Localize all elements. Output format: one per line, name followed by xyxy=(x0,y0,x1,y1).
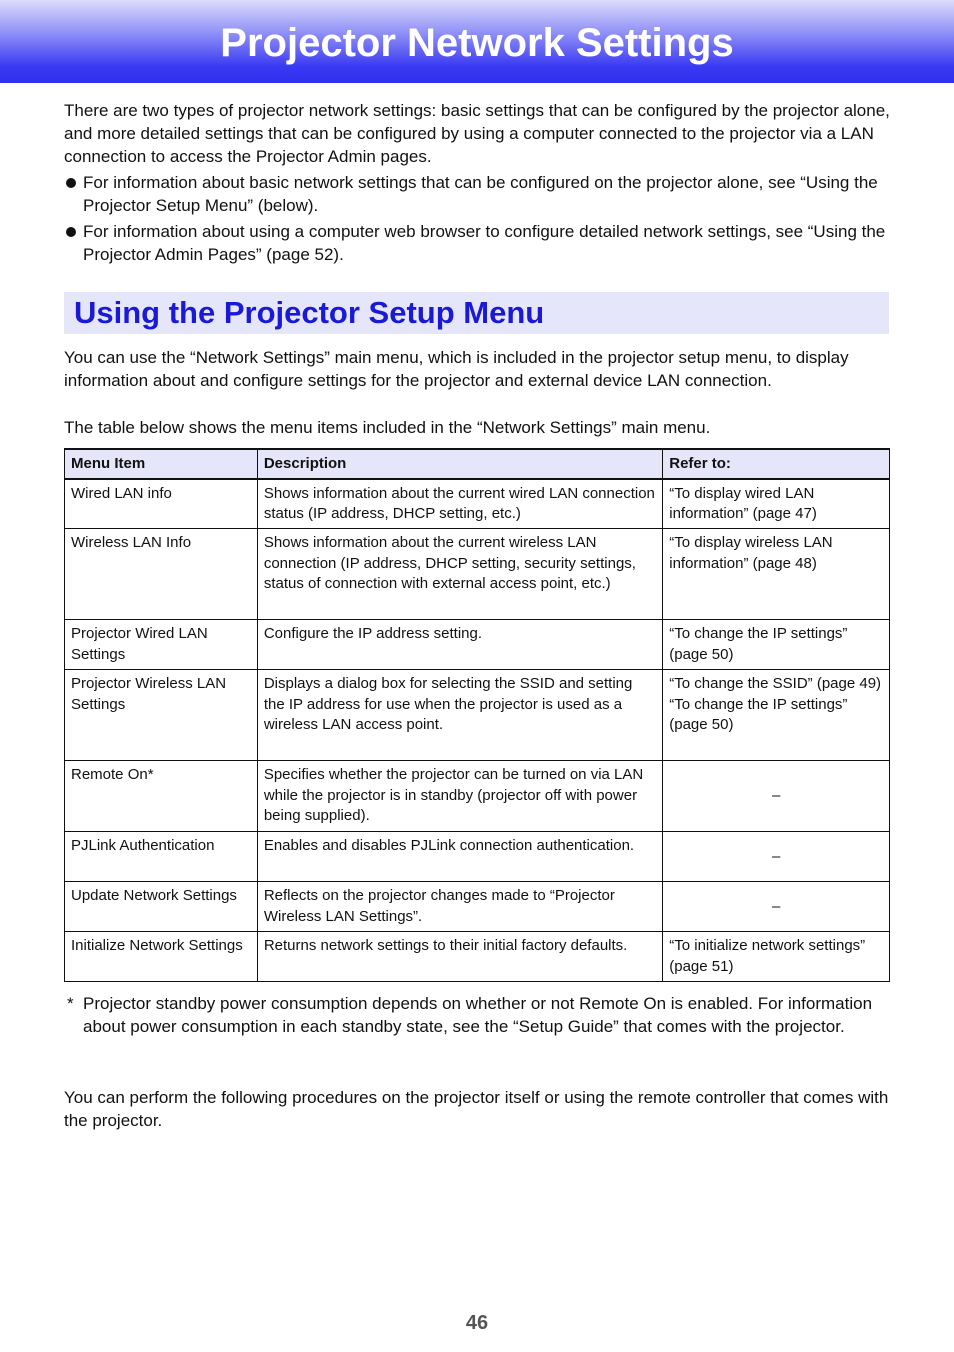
refer-to-cell: “To change the IP settings” (page 50) xyxy=(663,620,890,670)
refer-to-cell: – xyxy=(663,882,890,932)
table-row xyxy=(65,932,890,982)
refer-to-cell: “To display wireless LAN information” (page 48) xyxy=(663,529,890,620)
refer-to-cell: – xyxy=(663,761,890,832)
footnote-text: Projector standby power consumption depends on whether or not Remote On is enabled. For information about power consumption in each standby state, see the “Setup Guide” that comes with the projector. xyxy=(83,994,873,1036)
network-settings-table xyxy=(64,448,890,982)
menu-item-cell: Wireless LAN Info xyxy=(65,529,258,620)
table-intro-paragraph: The table below shows the menu items included in the “Network Settings” main menu. xyxy=(64,418,711,437)
table-row xyxy=(65,529,890,620)
section-paragraph: You can use the “Network Settings” main menu, which is included in the projector setup menu, to display information about and configure settings for the projector and external device LAN connection. xyxy=(64,348,849,390)
menu-item-cell: Remote On* xyxy=(65,761,258,832)
refer-to-cell: “To initialize network settings” (page 51) xyxy=(663,932,890,982)
description-cell: Shows information about the current wired LAN connection status (IP address, DHCP setting, etc.) xyxy=(257,479,662,529)
table-row xyxy=(65,479,890,529)
page-number: 46 xyxy=(465,1312,489,1334)
table-row xyxy=(65,670,890,761)
description-cell: Displays a dialog box for selecting the SSID and setting the IP address for use when the projector is used as a wireless LAN access point. xyxy=(257,670,662,761)
table-row xyxy=(65,761,890,832)
title-banner xyxy=(0,0,954,83)
footnote xyxy=(64,992,890,1038)
bullet-dot-icon xyxy=(66,178,76,188)
table-row xyxy=(65,832,890,882)
intro-paragraph: There are two types of projector network settings: basic settings that can be configured by the projector alone, and more detailed settings that can be configured by using a computer connected to the projector via a LAN connection to access the Projector Admin pages. xyxy=(64,101,890,166)
refer-to-cell: “To display wired LAN information” (page 47) xyxy=(663,479,890,529)
menu-item-cell: Update Network Settings xyxy=(65,882,258,932)
table-header-row xyxy=(65,449,890,479)
section-heading-bar xyxy=(64,292,889,334)
bullet-item xyxy=(64,171,890,217)
menu-item-cell: Initialize Network Settings xyxy=(65,932,258,982)
menu-item-cell: Projector Wireless LAN Settings xyxy=(65,670,258,761)
bullet-text: For information about using a computer web browser to configure detailed network settings, see “Using the Projector Admin Pages” (page 52). xyxy=(83,222,886,264)
refer-to-cell: “To change the SSID” (page 49) “To change the IP settings” (page 50) xyxy=(663,670,890,761)
description-cell: Configure the IP address setting. xyxy=(257,620,662,670)
description-cell: Shows information about the current wireless LAN connection (IP address, DHCP setting, security settings, status of connection with external access point, etc.) xyxy=(257,529,662,620)
bullet-item xyxy=(64,220,890,266)
menu-item-cell: Wired LAN info xyxy=(65,479,258,529)
bullet-text: For information about basic network settings that can be configured on the projector alone, see “Using the Projector Setup Menu” (below). xyxy=(83,173,878,215)
footnote-mark: * xyxy=(67,994,74,1013)
bullet-dot-icon xyxy=(66,227,76,237)
menu-item-cell: PJLink Authentication xyxy=(65,832,258,882)
menu-item-cell: Projector Wired LAN Settings xyxy=(65,620,258,670)
refer-to-cell: – xyxy=(663,832,890,882)
description-cell: Enables and disables PJLink connection authentication. xyxy=(257,832,662,882)
closing-paragraph: You can perform the following procedures on the projector itself or using the remote controller that comes with the projector. xyxy=(64,1088,889,1130)
table-row xyxy=(65,882,890,932)
description-cell: Returns network settings to their initial factory defaults. xyxy=(257,932,662,982)
header-description: Description xyxy=(257,449,662,479)
page-title: Projector Network Settings xyxy=(220,21,734,65)
header-refer-to: Refer to: xyxy=(663,449,890,479)
description-cell: Specifies whether the projector can be turned on via LAN while the projector is in standby (projector off with power being supplied). xyxy=(257,761,662,832)
table-row xyxy=(65,620,890,670)
header-menu-item: Menu Item xyxy=(65,449,258,479)
section-title: Using the Projector Setup Menu xyxy=(74,295,545,330)
description-cell: Reflects on the projector changes made to “Projector Wireless LAN Settings”. xyxy=(257,882,662,932)
